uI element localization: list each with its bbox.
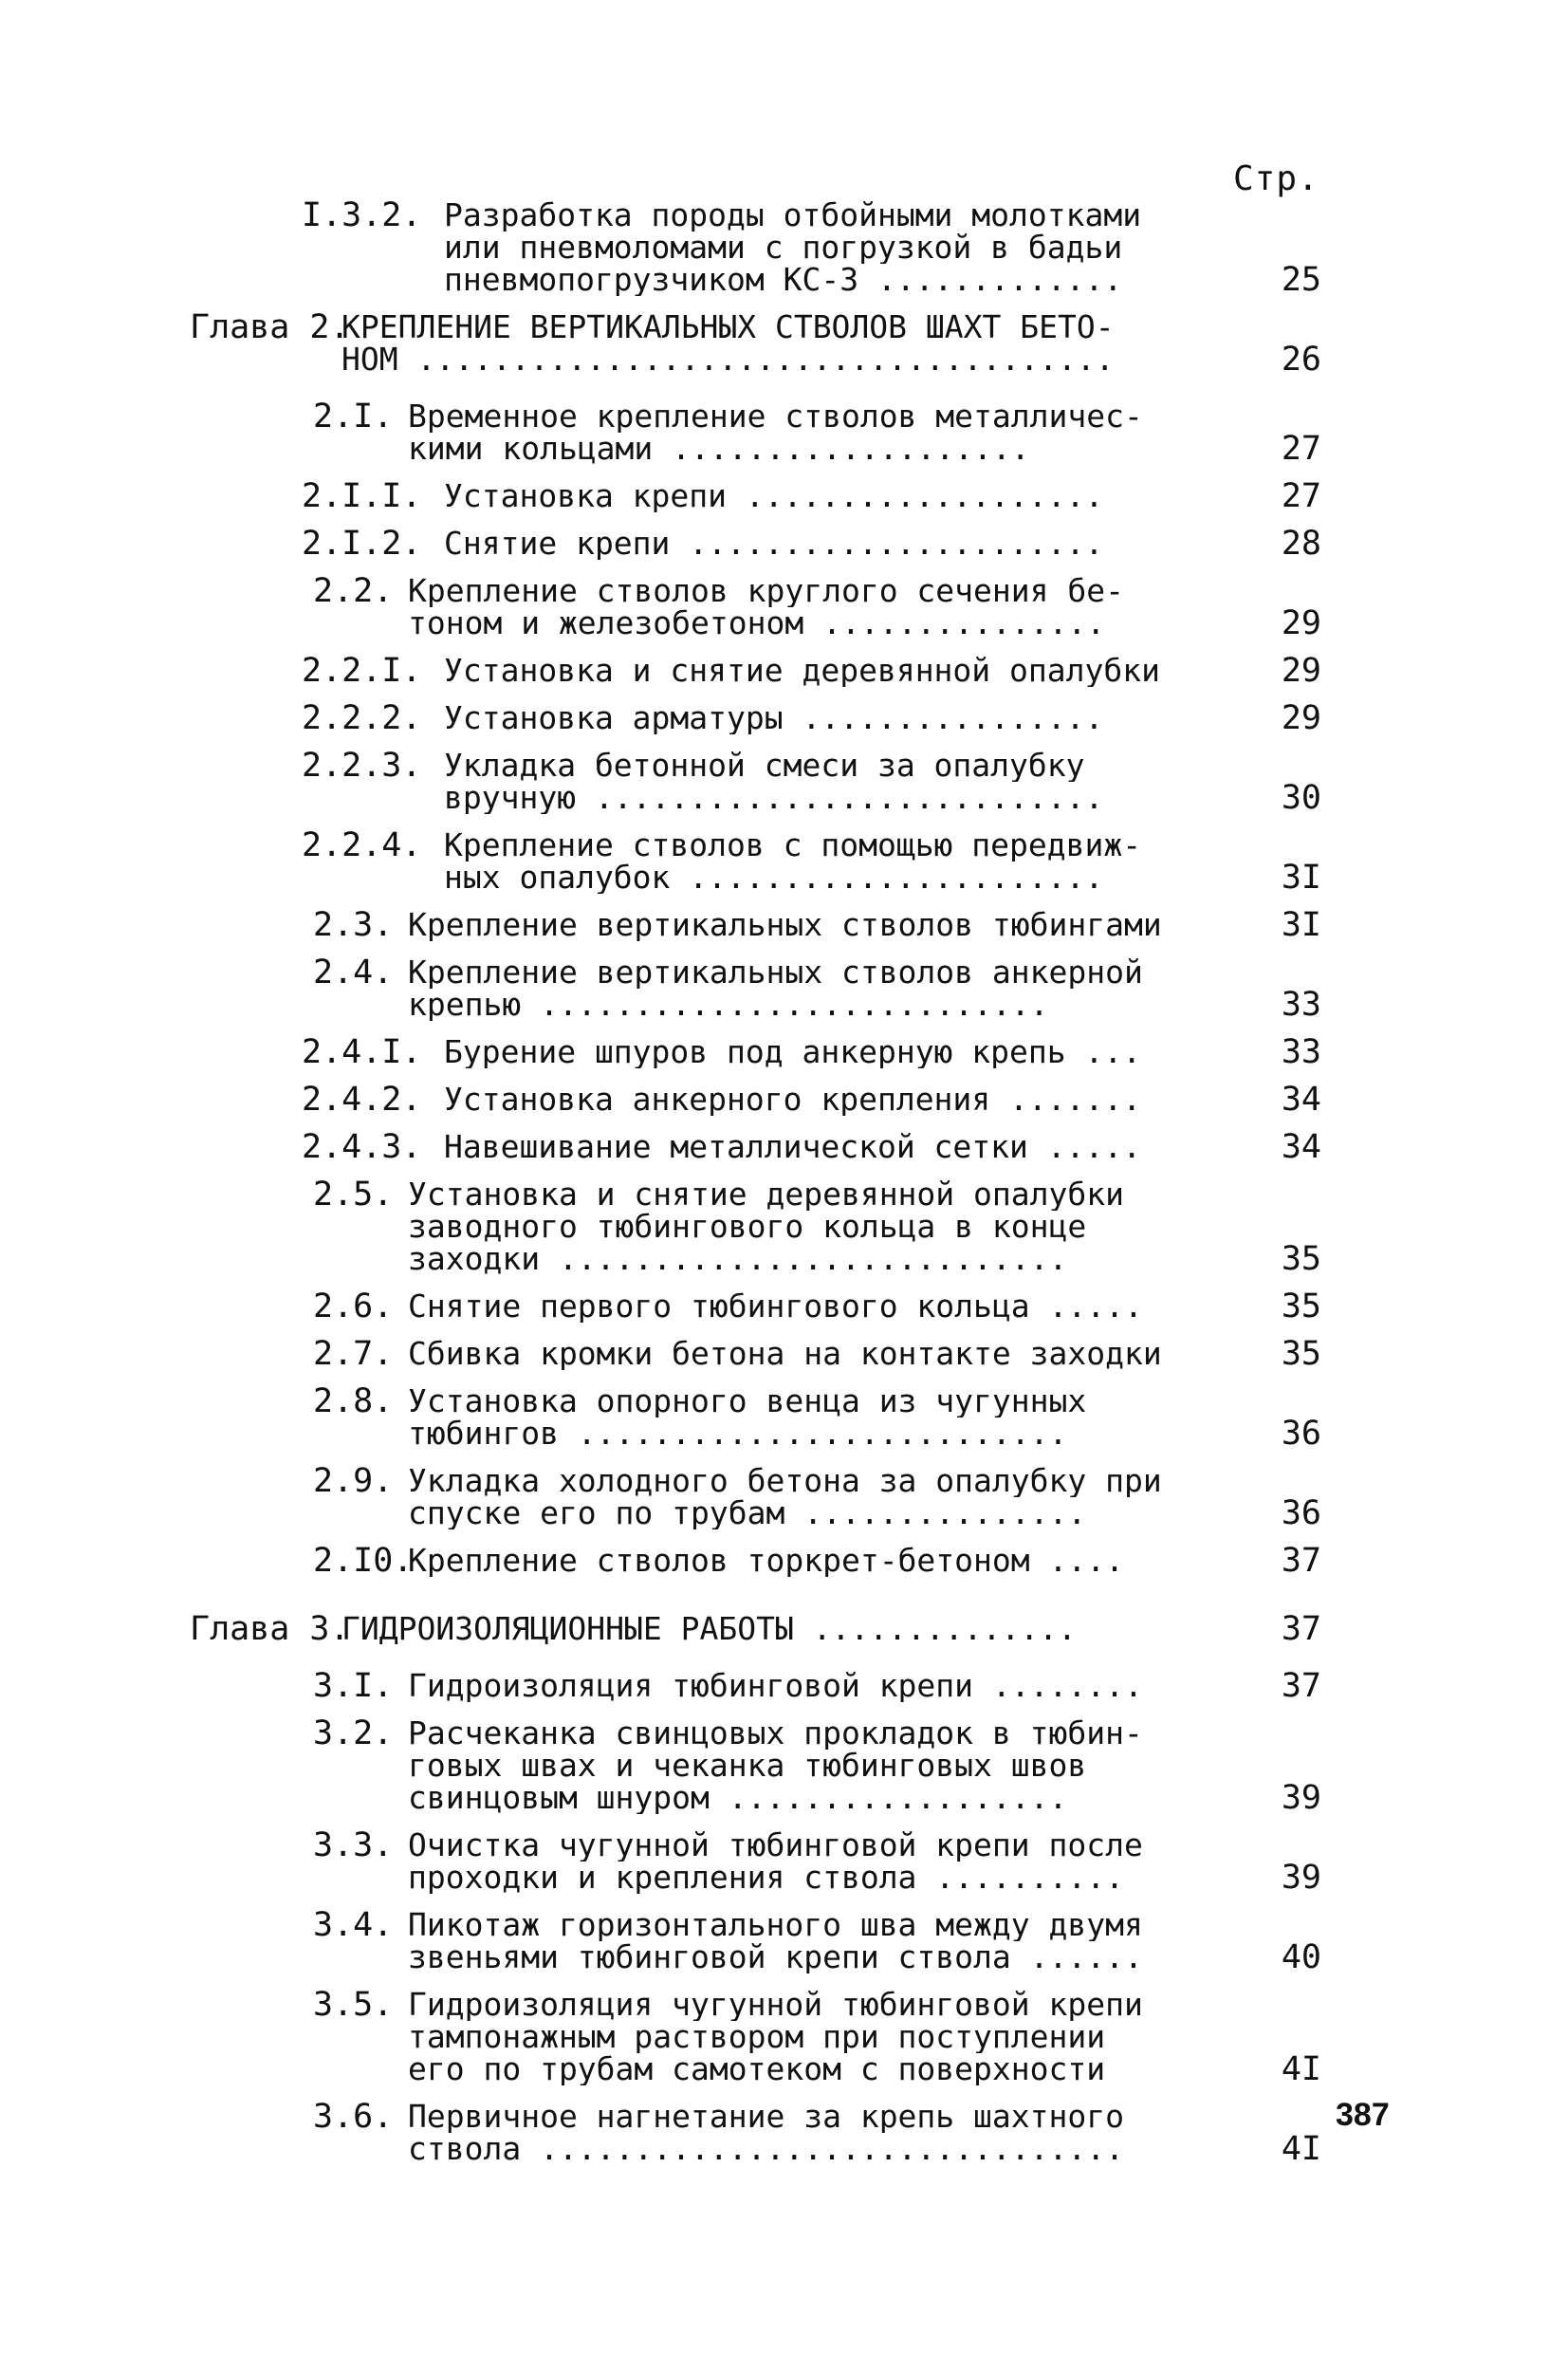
toc-entry-page: 29 (1281, 652, 1321, 690)
toc-entry-page: 27 (1281, 430, 1321, 468)
toc-entry-page: 37 (1281, 1542, 1321, 1580)
toc-entry-number: 2.I.2. (302, 525, 422, 563)
toc-entry-number: 3.4. (313, 1906, 394, 1944)
toc-entry-title (408, 1829, 1181, 1894)
toc-entry-title-line: Временное крепление стволов металличес- (408, 400, 1143, 433)
toc-entry-page: 34 (1281, 1128, 1321, 1166)
toc-entry-number: 2.7. (313, 1335, 394, 1373)
toc-entry-number: 2.4. (313, 954, 394, 991)
toc-entry-number: Глава 3. (190, 1610, 350, 1648)
toc-entry-page: 4I (1281, 2050, 1321, 2088)
toc-entry-title-line: кими кольцами ................... (408, 433, 1030, 465)
toc-entry-title (444, 702, 1181, 734)
toc-entry-title-line: Бурение шпуров под анкерную крепь ... (444, 1036, 1142, 1068)
toc-entry-title-line: Крепление вертикальных стволов тюбингами (408, 909, 1162, 941)
toc-entry-page: 39 (1281, 1859, 1321, 1897)
toc-entry-title-line: говых швах и чеканка тюбинговых швов (408, 1750, 1087, 1782)
toc-entry-title (408, 1465, 1181, 1529)
toc-entry-title-line: ствола ............................... (408, 2133, 1124, 2165)
toc-entry-title (408, 1909, 1181, 1973)
toc-entry-title (444, 750, 1181, 814)
page-number: 387 (1336, 2097, 1390, 2133)
toc-entry-page: 3I (1281, 906, 1321, 944)
toc-entry-title-line: тюбингов .......................... (408, 1417, 1068, 1450)
toc-entry-page: 35 (1281, 1288, 1321, 1325)
toc-entry-title-line: или пневмоломами с погрузкой в бадьи (444, 232, 1123, 264)
toc-entry-title-line: Установка крепи ................... (444, 480, 1104, 512)
toc-entry-title-line: Гидроизоляция чугунной тюбинговой крепи (408, 1989, 1143, 2021)
toc-entry-number: 2.2.2. (302, 699, 422, 737)
toc-entry-page: 3I (1281, 859, 1321, 897)
toc-entry-title (341, 1613, 1181, 1645)
toc-entry-title (444, 1036, 1181, 1068)
toc-entry-title (408, 1338, 1181, 1370)
toc-entry-page: 28 (1281, 525, 1321, 563)
toc-entry-number: 2.4.I. (302, 1033, 422, 1071)
toc-entry-number: 3.5. (313, 1986, 394, 2024)
toc-entry-title-line: ных опалубок ...................... (444, 862, 1104, 894)
toc-entry-title (444, 1131, 1181, 1163)
toc-entry-title (444, 480, 1181, 512)
toc-entry-number: 2.6. (313, 1288, 394, 1325)
toc-entry-page: 36 (1281, 1494, 1321, 1532)
toc-entry-title (444, 829, 1181, 894)
toc-entry-number: 2.2. (313, 572, 394, 610)
toc-entry-title (408, 575, 1181, 639)
toc-entry-title-line: Крепление стволов круглого сечения бе- (408, 575, 1124, 607)
toc-entry-title-line: Установка арматуры ................ (444, 702, 1104, 734)
toc-entry-title-line: Укладка холодного бетона за опалубку при (408, 1465, 1162, 1497)
toc-entry-number: 2.3. (313, 906, 394, 944)
toc-entry-number: 2.2.4. (302, 826, 422, 864)
toc-entry-title-line: заходки ........................... (408, 1243, 1068, 1275)
toc-entry-page: 34 (1281, 1081, 1321, 1119)
toc-entry-title-line: Снятие крепи ...................... (444, 528, 1104, 560)
toc-entry-page: 37 (1281, 1667, 1321, 1705)
toc-entry-title-line: Расчеканка свинцовых прокладок в тюбин- (408, 1717, 1143, 1750)
toc-entry-number: 3.6. (313, 2098, 394, 2136)
toc-entry-title-line: Установка опорного венца из чугунных (408, 1385, 1087, 1417)
toc-entry-page: 26 (1281, 341, 1321, 379)
toc-entry-title (408, 909, 1181, 941)
toc-entry-title (408, 1290, 1181, 1323)
toc-entry-page: 33 (1281, 986, 1321, 1024)
toc-entry-number: 2.9. (313, 1462, 394, 1500)
toc-entry-title (444, 199, 1181, 296)
toc-entry-title-line: Крепление стволов торкрет-бетоном .... (408, 1545, 1124, 1577)
toc-entry-number: 2.5. (313, 1176, 394, 1214)
toc-entry-title-line: КРЕПЛЕНИЕ ВЕРТИКАЛЬНЫХ СТВОЛОВ ШАХТ БЕТО- (341, 311, 1115, 343)
toc-entry-title-line: Гидроизоляция тюбинговой крепи ........ (408, 1670, 1143, 1702)
toc-entry-number: 2.4.2. (302, 1081, 422, 1119)
toc-entry-page: 29 (1281, 699, 1321, 737)
toc-entry-title-line: крепью ........................... (408, 989, 1049, 1021)
toc-entry-title-line: Навешивание металлической сетки ..... (444, 1131, 1142, 1163)
toc-entry-title-line: ГИДРОИЗОЛЯЦИОННЫЕ РАБОТЫ .............. (341, 1613, 1077, 1645)
toc-entry-title (444, 655, 1181, 687)
toc-entry-title-line: Разработка породы отбойными молотками (444, 199, 1142, 232)
toc-entry-title (408, 956, 1181, 1021)
toc-entry-title-line: НОМ ..................................... (341, 343, 1115, 376)
toc-entry-title-line: Установка и снятие деревянной опалубки (444, 655, 1160, 687)
toc-entry-title (444, 1084, 1181, 1116)
toc-entry-title-line: пневмопогрузчиком КС-3 ............. (444, 264, 1123, 296)
page-column-header: Стр. (1233, 159, 1319, 198)
toc-entry-title (408, 1178, 1181, 1275)
toc-entry-title-line: Укладка бетонной смеси за опалубку (444, 750, 1085, 782)
toc-entry-title (408, 2101, 1181, 2165)
toc-entry-title (408, 1385, 1181, 1450)
toc-entry-title-line: Первичное нагнетание за крепь шахтного (408, 2101, 1124, 2133)
toc-entry-title-line: заводного тюбингового кольца в конце (408, 1211, 1087, 1243)
toc-entry-page: 35 (1281, 1240, 1321, 1278)
toc-entry-page: 30 (1281, 779, 1321, 817)
toc-entry-page: 33 (1281, 1033, 1321, 1071)
toc-entry-title-line: Крепление вертикальных стволов анкерной (408, 956, 1143, 989)
toc-entry-number: I.3.2. (302, 196, 422, 234)
toc-entry-title-line: вручную ........................... (444, 782, 1104, 814)
toc-entry-title (341, 311, 1181, 376)
toc-entry-number: 2.I. (313, 398, 394, 435)
toc-entry-page: 4I (1281, 2130, 1321, 2168)
toc-entry-number: 2.8. (313, 1382, 394, 1420)
toc-entry-title-line: его по трубам самотеком с поверхности (408, 2053, 1106, 2085)
toc-entry-title (408, 400, 1181, 465)
toc-entry-title (408, 1989, 1181, 2085)
toc-entry-title (408, 1545, 1181, 1577)
toc-entry-title-line: тоном и железобетоном ............... (408, 607, 1106, 639)
toc-entry-title-line: Крепление стволов с помощью передвиж- (444, 829, 1142, 862)
toc-entry-page: 29 (1281, 604, 1321, 642)
toc-entry-page: 39 (1281, 1779, 1321, 1817)
toc-entry-number: 3.I. (313, 1667, 394, 1705)
toc-entry-title-line: Установка и снятие деревянной опалубки (408, 1178, 1124, 1211)
toc-entry-number: 3.2. (313, 1714, 394, 1752)
toc-entry-title-line: Очистка чугунной тюбинговой крепи после (408, 1829, 1143, 1862)
toc-entry-number: 2.I.I. (302, 477, 422, 515)
toc-entry-page: 37 (1281, 1610, 1321, 1648)
toc-entry-page: 25 (1281, 261, 1321, 299)
toc-entry-number: 2.2.I. (302, 652, 422, 690)
toc-entry-title-line: звеньями тюбинговой крепи ствола ...... (408, 1941, 1143, 1973)
toc-entry-title-line: свинцовым шнуром .................. (408, 1782, 1068, 1814)
toc-entry-title-line: Сбивка кромки бетона на контакте заходки (408, 1338, 1162, 1370)
toc-entry-page: 27 (1281, 477, 1321, 515)
toc-entry-page: 36 (1281, 1415, 1321, 1453)
toc-entry-title-line: тампонажным раствором при поступлении (408, 2021, 1106, 2053)
toc-entry-title-line: Пикотаж горизонтального шва между двумя (408, 1909, 1143, 1941)
toc-entry-title-line: Установка анкерного крепления ....... (444, 1084, 1142, 1116)
toc-entry-number: 2.I0. (313, 1542, 414, 1580)
toc-entry-title (408, 1670, 1181, 1702)
toc-entry-number: 3.3. (313, 1826, 394, 1864)
toc-entry-page: 35 (1281, 1335, 1321, 1373)
toc-entry-title-line: проходки и крепления ствола .......... (408, 1862, 1124, 1894)
toc-entry-number: Глава 2. (190, 308, 350, 346)
toc-entry-number: 2.2.3. (302, 747, 422, 785)
toc-entry-title (444, 528, 1181, 560)
toc-entry-title (408, 1717, 1181, 1814)
toc-entry-page: 40 (1281, 1938, 1321, 1976)
toc-entry-title-line: Снятие первого тюбингового кольца ..... (408, 1290, 1143, 1323)
toc-entry-number: 2.4.3. (302, 1128, 422, 1166)
toc-entry-title-line: спуске его по трубам ............... (408, 1497, 1087, 1529)
